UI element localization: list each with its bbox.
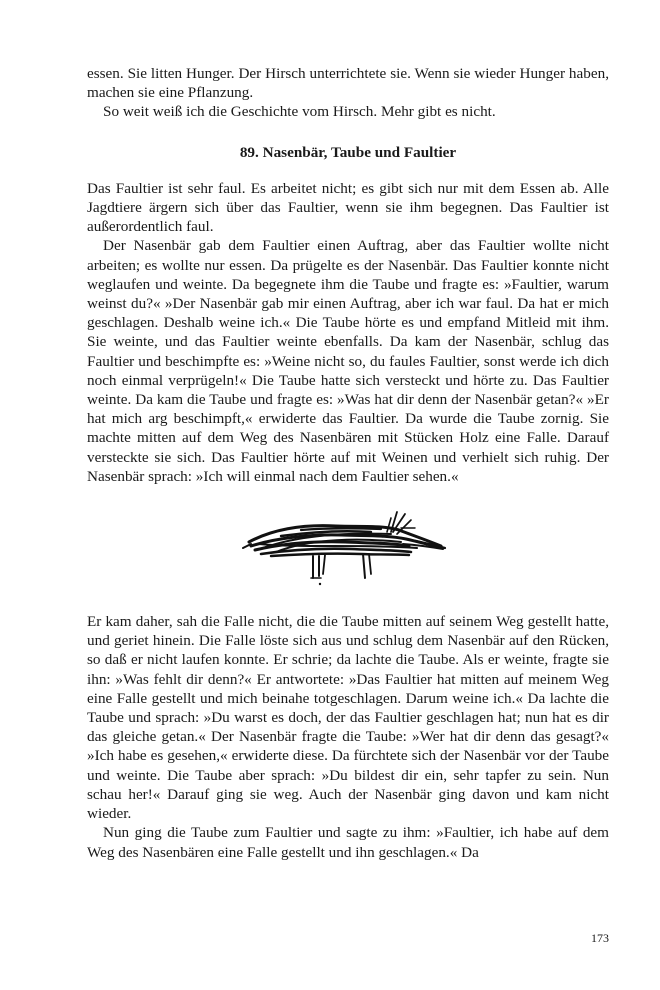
story-title: 89. Nasenbär, Taube und Faultier [239, 143, 457, 161]
paragraph-falle: Er kam daher, sah die Falle nicht, die die Taube mitten auf seinem Weg gestellt hatte, und geriet hinein. Die Falle löste sich aus und schlug dem Nasenbär auf den Rücken, so daß er nicht laufen konnte. Er schrie; da lachte die Taube. Als er weinte, fragte sie ihn: »Was fehlt dir denn?« Er antwortete: »Das Faultier hat mitten auf meinem Weg eine Falle gestellt und mich beinahe totgeschlagen. Darum weine ich.« Da lachte die Taube und sprach: »Du warst es doch, der das Faultier geschlagen hat; nun hat es dir das gleiche getan.« Der Nasenbär fragte die Taube: »Wer hat dir denn das gesagt?« »Ich habe es gesehen,« erwiderte diese. Da fürchtete sich der Nasenbär vor der Taube und weinte. Die Taube aber sprach: »Du bildest dir ein, sehr tapfer zu sein. Nun schau her!« Darauf ging sie weg. Auch der Nasenbär ging davon und kam nicht wieder. [87, 613, 609, 823]
animal-drawing-figure [87, 486, 609, 612]
paragraph-hirsch-ending: essen. Sie litten Hunger. Der Hirsch unterrichtete sie. Wenn sie wieder Hunger haben, machen sie eine Pflanzung. [87, 65, 609, 102]
page-number: 173 [591, 931, 609, 945]
top-text-block [87, 64, 609, 122]
paragraph-hirsch-closing: So weit weiß ich die Geschichte vom Hirsch. Mehr gibt es nicht. [103, 103, 496, 121]
story-text-block [87, 179, 609, 486]
nasenbaer-drawing-icon [241, 508, 461, 588]
continuation-text-block [87, 612, 609, 862]
paragraph-nasenbaer-auftrag: Der Nasenbär gab dem Faultier einen Auftrag, aber das Faultier wollte nicht arbeiten; es wollte nur essen. Da prügelte es der Nasenbär. Das Faultier konnte nicht weglaufen und weinte. Da begegnete ihm die Taube und fragte es: »Faultier, warum weinst du?« »Der Nasenbär gab mir einen Auftrag, aber ich war faul. Da hat er mich geschlagen. Deshalb weine ich.« Die Taube hörte es und empfand Mitleid mit ihm. Sie weinte, und das Faultier weinte ebenfalls. Da kam der Nasenbär, schlug das Faultier und beschimpfte es: »Weine nicht so, du faules Faultier, sonst werde ich dich noch einmal verprügeln!« Die Taube hatte sich versteckt und hörte zu. Das Faultier weinte. Da kam die Taube und fragte es: »Was hat dir denn der Nasenbär getan?« »Er hat mich arg beschimpft,« erwiderte das Faultier. Da wurde die Taube zornig. Sie machte mitten auf dem Weg des Nasenbären mit Stücken Holz eine Falle. Darauf versteckte sie sich. Das Faultier hörte auf mit Weinen und verhielt sich ruhig. Der Nasenbär sprach: »Ich will einmal nach dem Faultier sehen.« [87, 237, 609, 485]
book-page [87, 64, 609, 862]
paragraph-taube-faultier: Nun ging die Taube zum Faultier und sagte zu ihm: »Faultier, ich habe auf dem Weg des Nasenbären eine Falle gestellt und ihn geschlagen.« Da [87, 824, 609, 861]
paragraph-faultier-intro: Das Faultier ist sehr faul. Es arbeitet nicht; es gibt sich nur mit dem Essen ab. Alle Jagdtiere ärgern sich über das Faultier, wenn sie ihm begegnen. Das Faultier ist außerordentlich faul. [87, 179, 609, 236]
